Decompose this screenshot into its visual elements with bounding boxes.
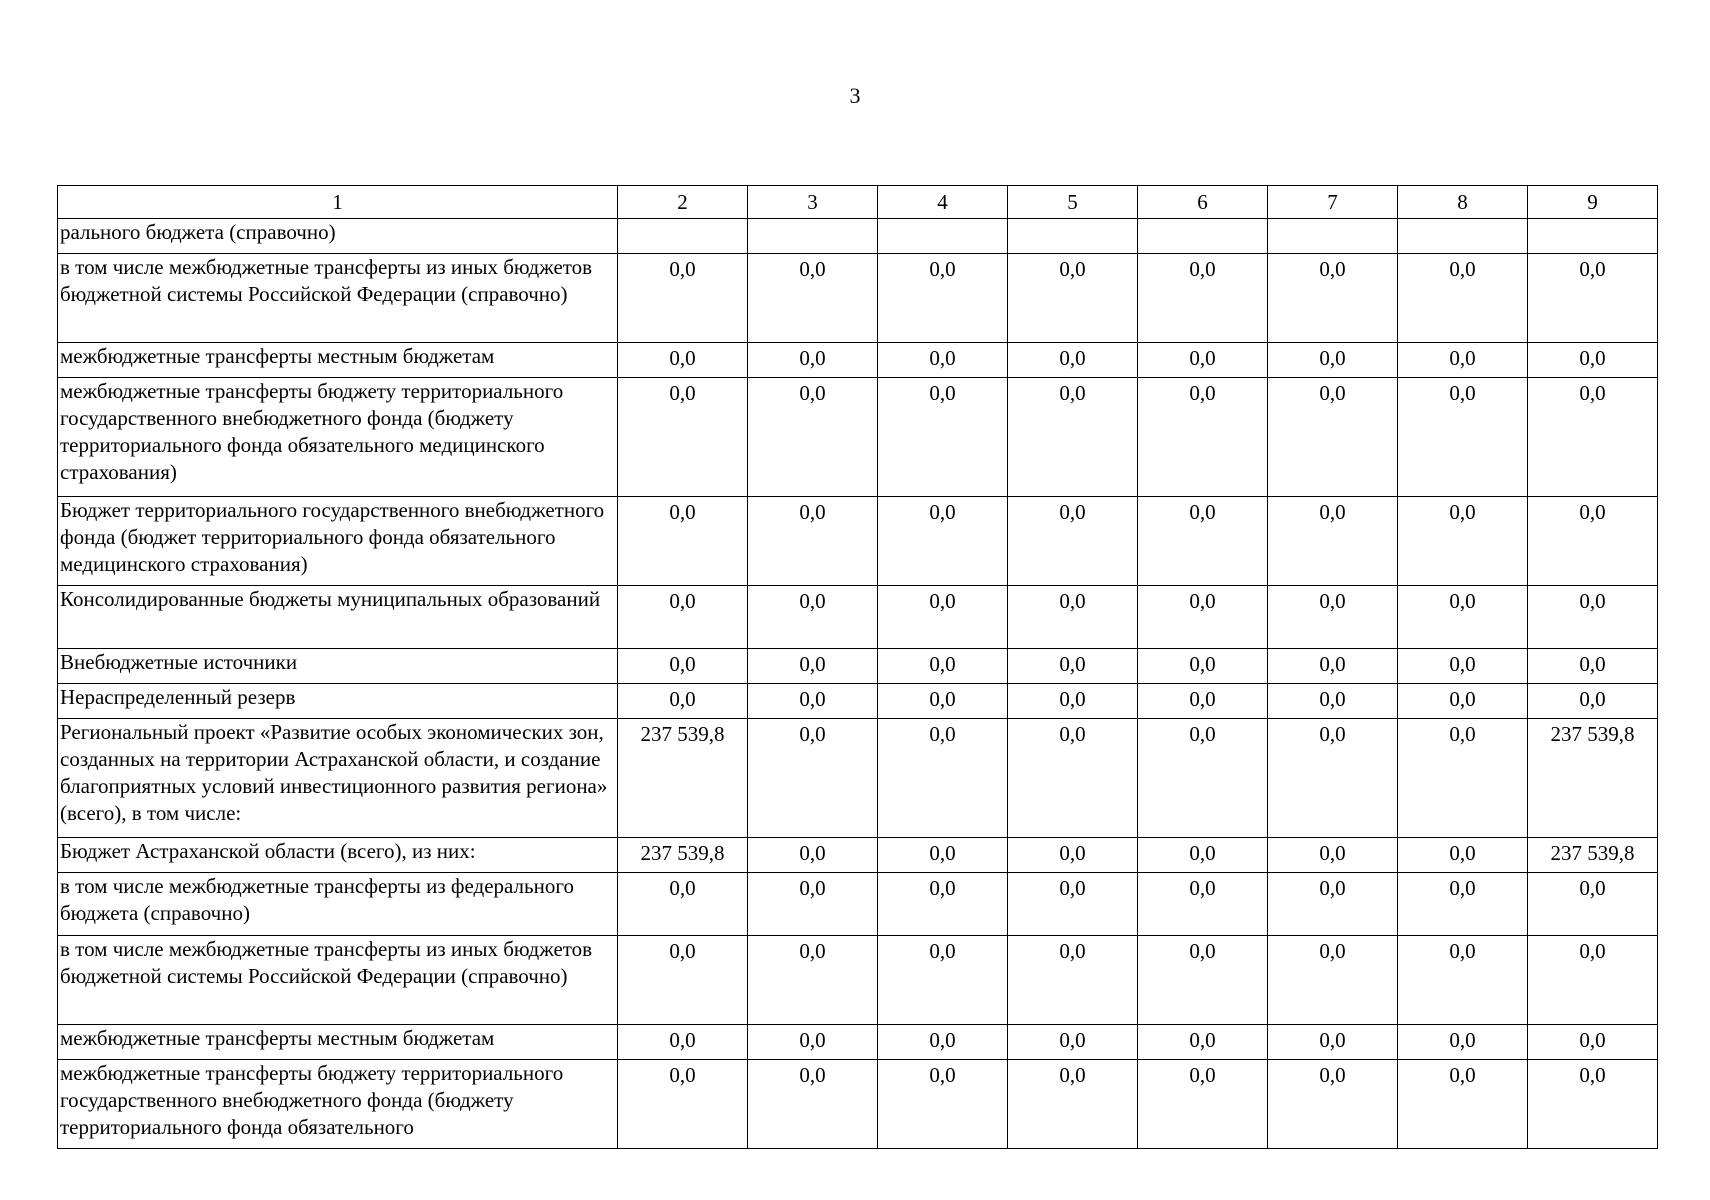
table-row xyxy=(58,684,1658,719)
row-value xyxy=(878,219,1008,254)
table-body xyxy=(58,219,1658,1149)
row-value: 0,0 xyxy=(1528,586,1658,649)
table-row xyxy=(58,343,1658,378)
row-value: 0,0 xyxy=(1398,719,1528,838)
row-label: Бюджет территориального государственного внебюджетного фонда (бюджет территориального фонда обязательного медицинского страхования) xyxy=(58,497,618,586)
row-value xyxy=(1268,219,1398,254)
row-value: 0,0 xyxy=(1398,936,1528,1025)
row-value: 0,0 xyxy=(748,838,878,873)
row-value: 0,0 xyxy=(1268,343,1398,378)
row-value: 0,0 xyxy=(618,873,748,936)
row-value: 0,0 xyxy=(1138,838,1268,873)
row-value: 0,0 xyxy=(878,649,1008,684)
row-value: 0,0 xyxy=(1268,684,1398,719)
row-value: 0,0 xyxy=(1138,378,1268,497)
row-label: рального бюджета (справочно) xyxy=(58,219,618,254)
table-row xyxy=(58,649,1658,684)
table-row xyxy=(58,1060,1658,1149)
row-value: 0,0 xyxy=(1138,1025,1268,1060)
row-value: 0,0 xyxy=(748,254,878,343)
row-value: 0,0 xyxy=(1268,1025,1398,1060)
row-value: 0,0 xyxy=(1138,254,1268,343)
column-header: 3 xyxy=(748,186,878,219)
row-value: 0,0 xyxy=(748,719,878,838)
row-value: 0,0 xyxy=(1268,649,1398,684)
row-value: 0,0 xyxy=(618,378,748,497)
row-value: 0,0 xyxy=(1398,1025,1528,1060)
row-value: 0,0 xyxy=(1398,1060,1528,1149)
row-value: 0,0 xyxy=(748,378,878,497)
row-label: Внебюджетные источники xyxy=(58,649,618,684)
table-row xyxy=(58,1025,1658,1060)
row-value: 0,0 xyxy=(1268,586,1398,649)
row-value: 0,0 xyxy=(748,684,878,719)
row-label: межбюджетные трансферты бюджету территориального государственного внебюджетного фонда (бюджету территориального фонда обязательного xyxy=(58,1060,618,1149)
table-row xyxy=(58,586,1658,649)
row-value: 0,0 xyxy=(878,1025,1008,1060)
row-value: 0,0 xyxy=(1398,649,1528,684)
row-label: межбюджетные трансферты местным бюджетам xyxy=(58,343,618,378)
row-value: 0,0 xyxy=(618,1060,748,1149)
column-header: 7 xyxy=(1268,186,1398,219)
row-value: 0,0 xyxy=(1528,378,1658,497)
row-value xyxy=(618,219,748,254)
row-value: 0,0 xyxy=(878,586,1008,649)
table-row xyxy=(58,219,1658,254)
table-row xyxy=(58,378,1658,497)
row-value: 0,0 xyxy=(1008,343,1138,378)
row-value: 0,0 xyxy=(618,343,748,378)
row-value: 0,0 xyxy=(1528,1060,1658,1149)
row-value: 0,0 xyxy=(1398,497,1528,586)
row-value: 0,0 xyxy=(748,343,878,378)
row-value: 0,0 xyxy=(1528,649,1658,684)
row-value: 0,0 xyxy=(1398,873,1528,936)
row-value: 0,0 xyxy=(1138,1060,1268,1149)
row-value: 237 539,8 xyxy=(1528,719,1658,838)
row-value: 0,0 xyxy=(878,1060,1008,1149)
row-value: 0,0 xyxy=(1268,838,1398,873)
table-row xyxy=(58,497,1658,586)
table-header-row xyxy=(58,186,1658,219)
row-value: 0,0 xyxy=(1268,873,1398,936)
row-value: 0,0 xyxy=(1138,873,1268,936)
row-value: 0,0 xyxy=(1008,586,1138,649)
row-value: 0,0 xyxy=(878,719,1008,838)
page-number: 3 xyxy=(849,83,861,108)
row-value xyxy=(1528,219,1658,254)
row-value: 0,0 xyxy=(618,684,748,719)
row-label: Консолидированные бюджеты муниципальных образований xyxy=(58,586,618,649)
row-value: 0,0 xyxy=(618,936,748,1025)
row-value: 0,0 xyxy=(618,649,748,684)
row-value: 0,0 xyxy=(1528,684,1658,719)
table-row xyxy=(58,873,1658,936)
row-value: 237 539,8 xyxy=(618,719,748,838)
row-value: 0,0 xyxy=(1268,719,1398,838)
column-header: 1 xyxy=(58,186,618,219)
row-value: 0,0 xyxy=(878,838,1008,873)
row-value: 0,0 xyxy=(1008,719,1138,838)
row-label: в том числе межбюджетные трансферты из федерального бюджета (справочно) xyxy=(58,873,618,936)
row-label: межбюджетные трансферты местным бюджетам xyxy=(58,1025,618,1060)
row-value: 0,0 xyxy=(1008,936,1138,1025)
column-header: 2 xyxy=(618,186,748,219)
column-header: 4 xyxy=(878,186,1008,219)
row-value: 0,0 xyxy=(878,497,1008,586)
row-value: 0,0 xyxy=(1398,684,1528,719)
row-value: 0,0 xyxy=(618,1025,748,1060)
row-value: 0,0 xyxy=(1138,719,1268,838)
table-row xyxy=(58,254,1658,343)
table-row xyxy=(58,719,1658,838)
row-value: 0,0 xyxy=(1528,873,1658,936)
row-value: 0,0 xyxy=(1528,497,1658,586)
row-label: в том числе межбюджетные трансферты из иных бюджетов бюджетной системы Российской Федерации (справочно) xyxy=(58,254,618,343)
row-label: межбюджетные трансферты бюджету территориального государственного внебюджетного фонда (бюджету территориального фонда обязательного медицинского страхования) xyxy=(58,378,618,497)
row-value: 0,0 xyxy=(1008,497,1138,586)
row-label: в том числе межбюджетные трансферты из иных бюджетов бюджетной системы Российской Федерации (справочно) xyxy=(58,936,618,1025)
row-value: 0,0 xyxy=(1268,936,1398,1025)
row-value: 0,0 xyxy=(1138,684,1268,719)
row-value: 237 539,8 xyxy=(1528,838,1658,873)
column-header: 8 xyxy=(1398,186,1528,219)
row-value: 0,0 xyxy=(1008,649,1138,684)
column-header: 6 xyxy=(1138,186,1268,219)
budget-table xyxy=(57,185,1658,1149)
row-value: 237 539,8 xyxy=(618,838,748,873)
table-row xyxy=(58,936,1658,1025)
row-value: 0,0 xyxy=(1528,254,1658,343)
row-value: 0,0 xyxy=(878,873,1008,936)
row-value: 0,0 xyxy=(1268,497,1398,586)
row-value: 0,0 xyxy=(1008,254,1138,343)
row-value: 0,0 xyxy=(618,586,748,649)
row-value: 0,0 xyxy=(1008,838,1138,873)
row-value xyxy=(1138,219,1268,254)
row-value: 0,0 xyxy=(1398,343,1528,378)
row-value: 0,0 xyxy=(1528,343,1658,378)
row-value: 0,0 xyxy=(748,1060,878,1149)
row-value: 0,0 xyxy=(1138,649,1268,684)
row-value: 0,0 xyxy=(748,586,878,649)
row-value: 0,0 xyxy=(1268,1060,1398,1149)
row-value: 0,0 xyxy=(1138,343,1268,378)
row-value: 0,0 xyxy=(1528,936,1658,1025)
row-value: 0,0 xyxy=(1008,684,1138,719)
row-value: 0,0 xyxy=(1268,254,1398,343)
row-value xyxy=(1008,219,1138,254)
row-value: 0,0 xyxy=(1268,378,1398,497)
row-value: 0,0 xyxy=(748,649,878,684)
row-value: 0,0 xyxy=(1398,838,1528,873)
row-value: 0,0 xyxy=(878,343,1008,378)
row-value: 0,0 xyxy=(878,936,1008,1025)
row-value: 0,0 xyxy=(1008,378,1138,497)
row-value: 0,0 xyxy=(1398,586,1528,649)
row-value: 0,0 xyxy=(618,497,748,586)
row-value: 0,0 xyxy=(748,1025,878,1060)
row-label: Нераспределенный резерв xyxy=(58,684,618,719)
table-row xyxy=(58,838,1658,873)
row-value: 0,0 xyxy=(878,378,1008,497)
row-value: 0,0 xyxy=(878,254,1008,343)
row-value: 0,0 xyxy=(1008,1025,1138,1060)
row-value: 0,0 xyxy=(1008,873,1138,936)
row-value: 0,0 xyxy=(1138,586,1268,649)
row-value: 0,0 xyxy=(1398,378,1528,497)
row-value: 0,0 xyxy=(878,684,1008,719)
row-value: 0,0 xyxy=(748,873,878,936)
row-label: Региональный проект «Развитие особых экономических зон, созданных на территории Астраханской области, и создание благоприятных условий инвестиционного развития региона» (всего), в том числе: xyxy=(58,719,618,838)
column-header: 9 xyxy=(1528,186,1658,219)
row-value xyxy=(748,219,878,254)
row-value: 0,0 xyxy=(1138,936,1268,1025)
row-value: 0,0 xyxy=(748,936,878,1025)
row-value: 0,0 xyxy=(1008,1060,1138,1149)
row-label: Бюджет Астраханской области (всего), из них: xyxy=(58,838,618,873)
row-value: 0,0 xyxy=(1138,497,1268,586)
row-value: 0,0 xyxy=(618,254,748,343)
row-value xyxy=(1398,219,1528,254)
row-value: 0,0 xyxy=(1398,254,1528,343)
row-value: 0,0 xyxy=(1528,1025,1658,1060)
row-value: 0,0 xyxy=(748,497,878,586)
column-header: 5 xyxy=(1008,186,1138,219)
